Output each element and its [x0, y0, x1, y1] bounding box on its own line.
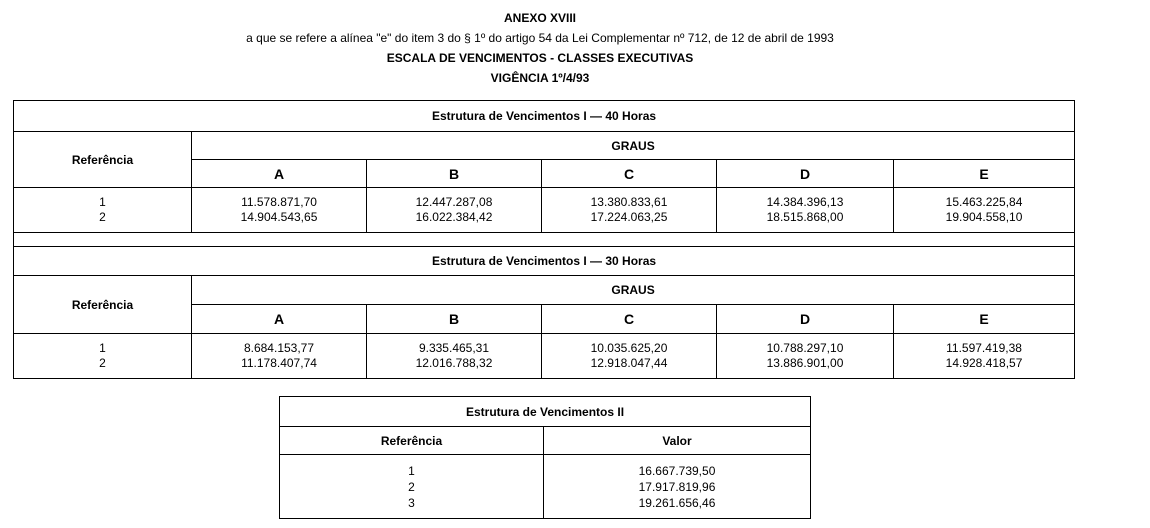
- annex-title: ANEXO XVIII: [503, 11, 577, 25]
- value-cell: [367, 188, 542, 233]
- salary-value: 16.667.739,50: [638, 463, 716, 478]
- salary-value: 10.788.297,10: [766, 341, 844, 355]
- ref-value: 2: [408, 479, 415, 494]
- structure-40-graus-header: GRAUS: [192, 132, 1075, 160]
- grade-header: C: [542, 305, 717, 334]
- ref-cell: [14, 334, 192, 379]
- value-cell: [894, 334, 1075, 379]
- structure-30-title: Estrutura de Vencimentos I — 30 Horas: [14, 247, 1075, 276]
- table-row: [280, 455, 811, 519]
- salary-value: 15.463.225,84: [945, 195, 1023, 209]
- value-cell: [367, 334, 542, 379]
- salary-value: 14.384.396,13: [766, 195, 844, 209]
- grade-header: B: [367, 160, 542, 188]
- salary-value: 14.928.418,57: [945, 356, 1023, 370]
- salary-value: 13.380.833,61: [590, 195, 668, 209]
- salary-value: 12.918.047,44: [590, 356, 668, 370]
- salary-table-i: [13, 100, 1075, 379]
- salary-value: 14.904.543,65: [240, 210, 318, 224]
- value-cell: [192, 188, 367, 233]
- salary-value: 10.035.625,20: [590, 341, 668, 355]
- value-cell: [542, 188, 717, 233]
- scale-title: ESCALA DE VENCIMENTOS - CLASSES EXECUTIVAS: [386, 51, 694, 65]
- ref-value: 1: [99, 195, 106, 209]
- ref-value: 2: [99, 210, 106, 224]
- grade-header: D: [717, 305, 894, 334]
- spacer-cell: [14, 233, 1075, 247]
- salary-value: 11.178.407,74: [241, 356, 317, 370]
- salary-value: 11.578.871,70: [241, 195, 317, 209]
- salary-value: 16.022.384,42: [415, 210, 493, 224]
- table-row: [14, 276, 1075, 305]
- value-cell: [717, 188, 894, 233]
- table-row: [280, 397, 811, 427]
- salary-value: 11.597.419,38: [946, 341, 1022, 355]
- grade-header: A: [192, 160, 367, 188]
- structure-40-ref-header: Referência: [14, 132, 192, 188]
- salary-value: 18.515.868,00: [766, 210, 844, 224]
- value-cell: [544, 455, 811, 519]
- salary-value: 19.261.656,46: [638, 495, 716, 510]
- ref-value: 3: [408, 495, 415, 510]
- table-spacer-row: [14, 233, 1075, 247]
- table-row: [280, 427, 811, 455]
- ref-value: 1: [99, 341, 106, 355]
- grade-header: B: [367, 305, 542, 334]
- salary-value: 9.335.465,31: [418, 341, 490, 355]
- structure-30-graus-header: GRAUS: [192, 276, 1075, 305]
- validity-date: VIGÊNCIA 1º/4/93: [490, 71, 590, 85]
- table-row: [14, 132, 1075, 160]
- salary-value: 12.016.788,32: [415, 356, 493, 370]
- ref-cell: [280, 455, 544, 519]
- grade-header: E: [894, 305, 1075, 334]
- value-cell: [894, 188, 1075, 233]
- grade-header: D: [717, 160, 894, 188]
- value-cell: [192, 334, 367, 379]
- salary-table-ii: [279, 396, 811, 519]
- structure-ii-value-header: Valor: [544, 427, 811, 455]
- grade-header: E: [894, 160, 1075, 188]
- table-row: [14, 247, 1075, 276]
- table-row: [14, 334, 1075, 379]
- table-row: [14, 101, 1075, 132]
- salary-value: 12.447.287,08: [415, 195, 493, 209]
- salary-value: 19.904.558,10: [945, 210, 1023, 224]
- structure-ii-ref-header: Referência: [280, 427, 544, 455]
- salary-value: 17.224.063,25: [590, 210, 668, 224]
- structure-ii-title: Estrutura de Vencimentos II: [280, 397, 811, 427]
- structure-30-ref-header: Referência: [14, 276, 192, 334]
- salary-value: 13.886.901,00: [766, 356, 844, 370]
- salary-value: 17.917.819,96: [638, 479, 716, 494]
- salary-value: 8.684.153,77: [243, 341, 315, 355]
- legal-reference: a que se refere a alínea "e" do item 3 do § 1º do artigo 54 da Lei Complementar nº 712, de 12 de abril de 1993: [246, 31, 834, 45]
- grade-header: A: [192, 305, 367, 334]
- grade-header: C: [542, 160, 717, 188]
- structure-40-title: Estrutura de Vencimentos I — 40 Horas: [14, 101, 1075, 132]
- ref-value: 1: [408, 463, 415, 478]
- ref-value: 2: [99, 356, 106, 370]
- table-row: [14, 188, 1075, 233]
- value-cell: [542, 334, 717, 379]
- ref-cell: [14, 188, 192, 233]
- value-cell: [717, 334, 894, 379]
